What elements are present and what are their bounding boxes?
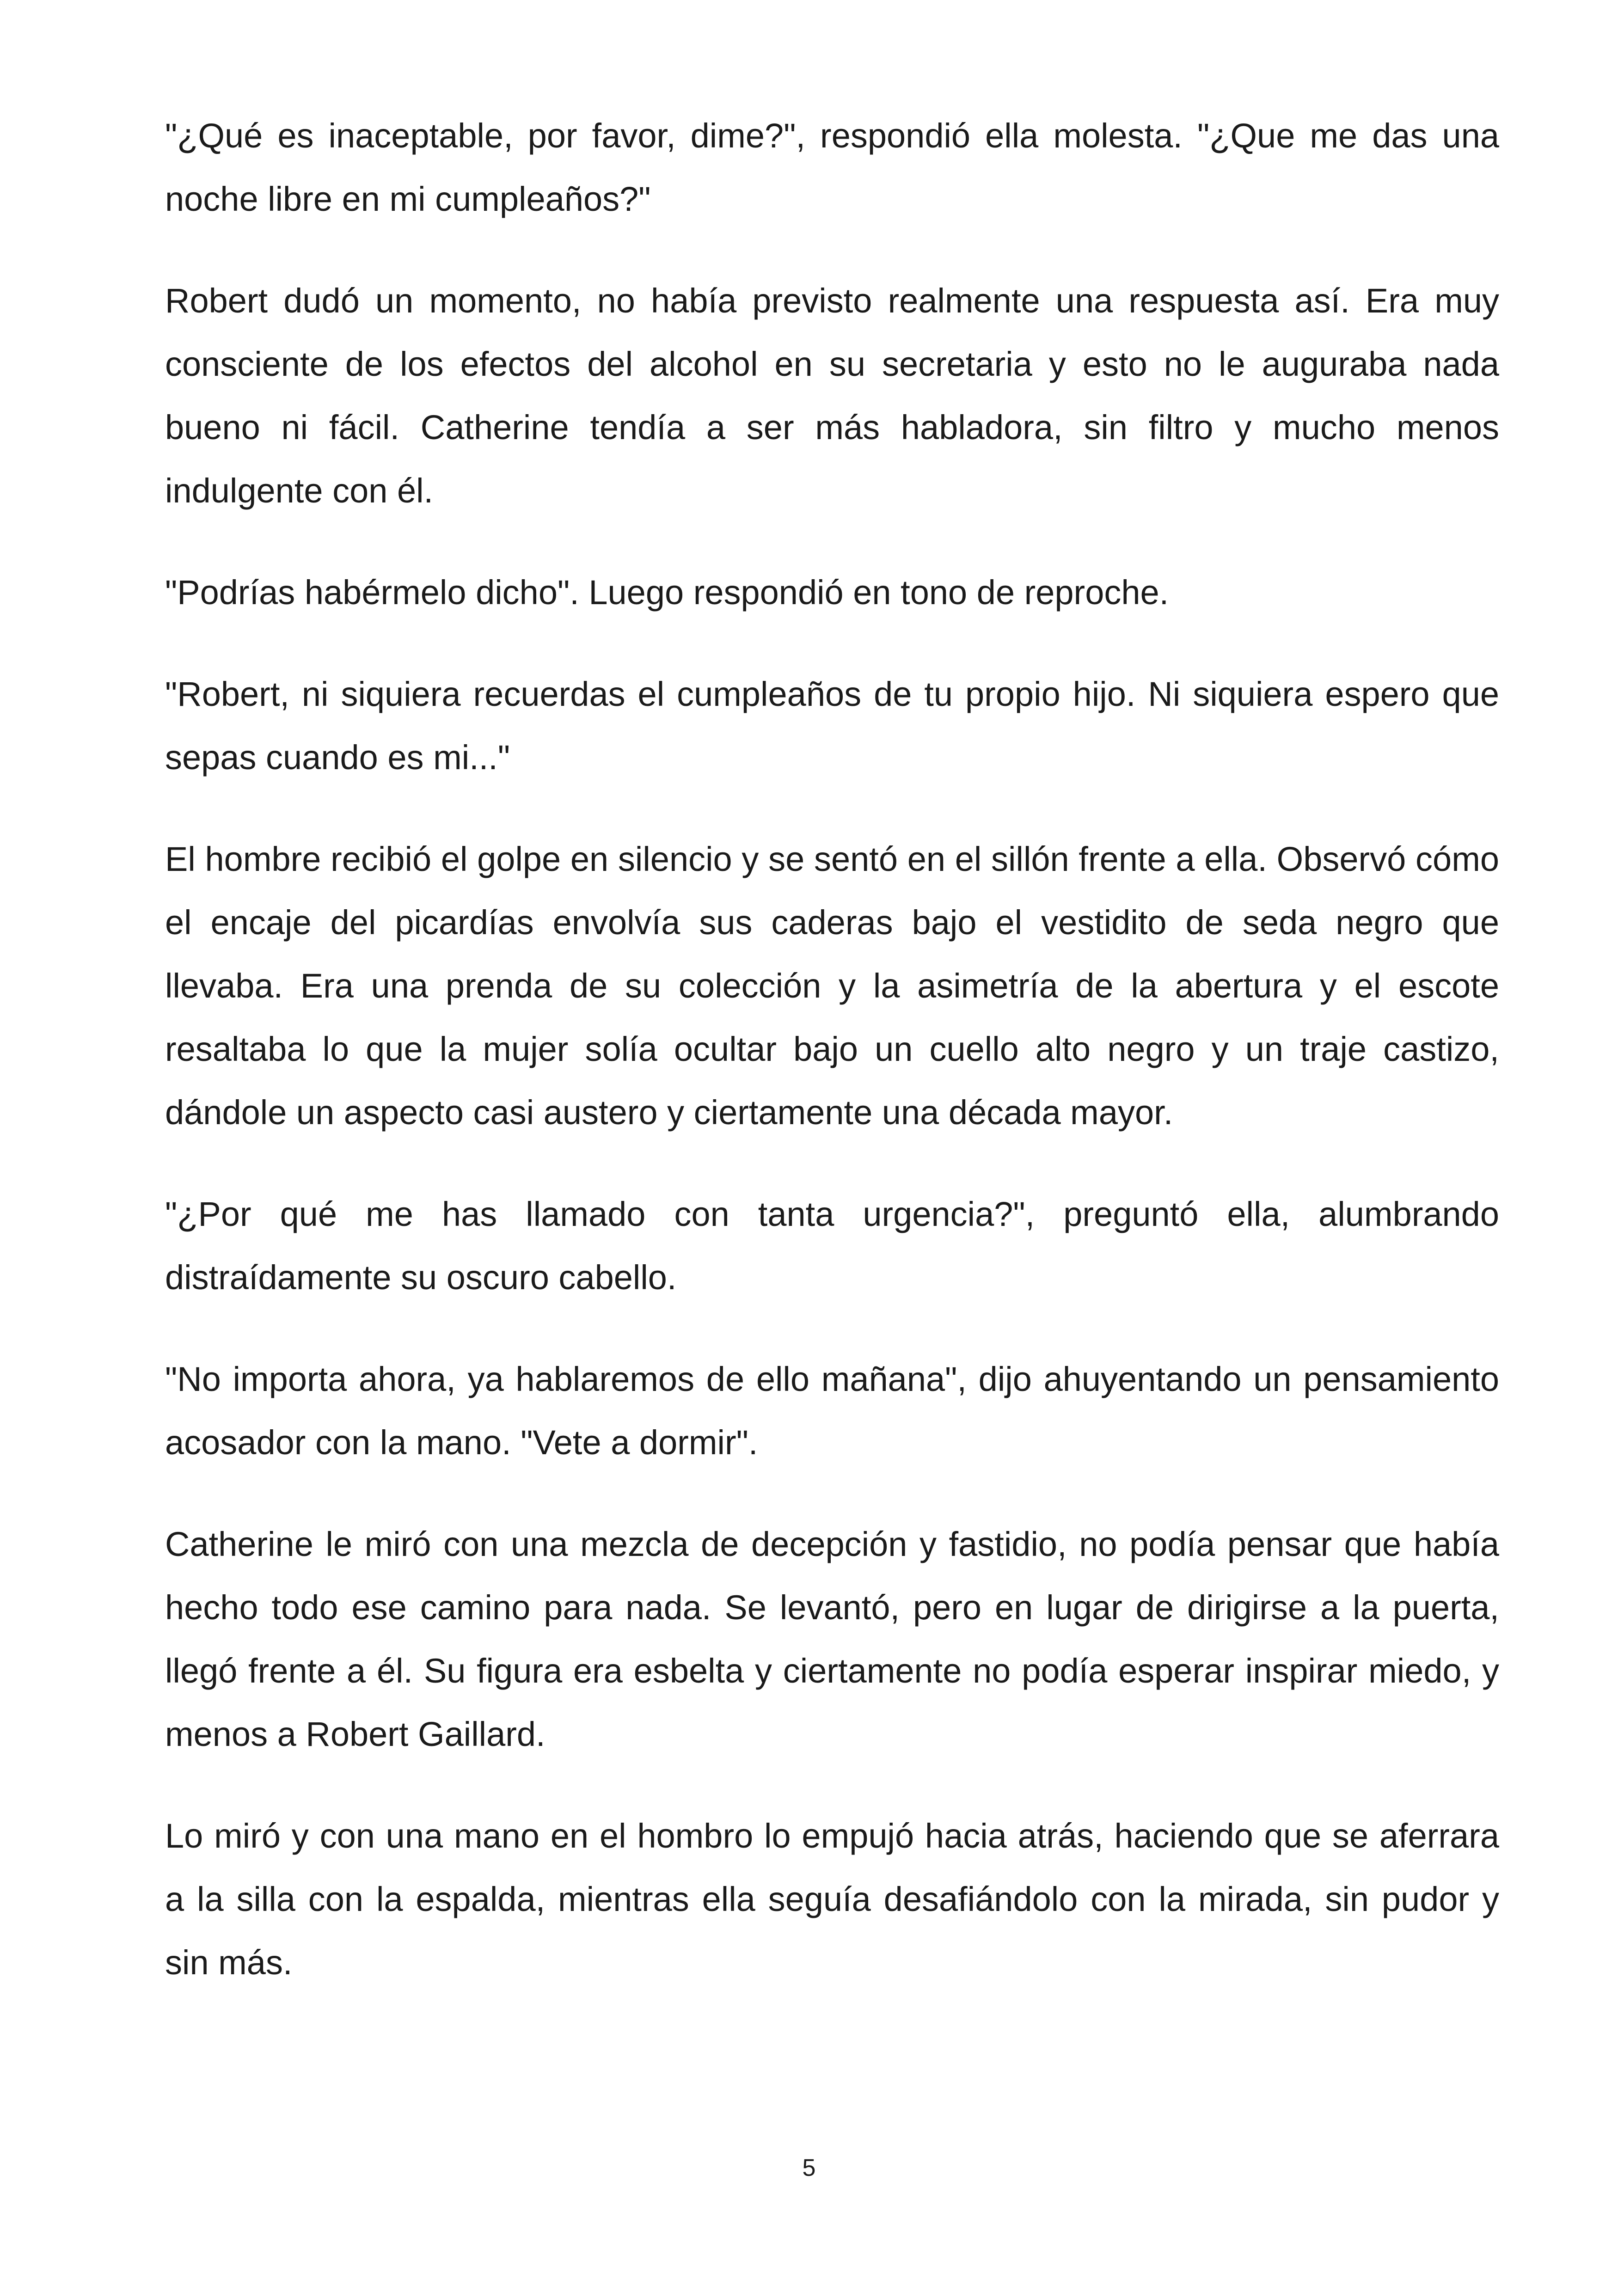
paragraph-9: Lo miró y con una mano en el hombro lo empujó hacia atrás, haciendo que se aferrara a la silla con la espalda, mientras ella seguía desafiándolo con la mirada, sin pudor y sin más. — [165, 1817, 1499, 1982]
paragraph-2: Robert dudó un momento, no había previsto realmente una respuesta así. Era muy consciente de los efectos del alcohol en su secretaria y esto no le auguraba nada bueno ni fácil. Catherine tendía a ser más habladora, sin filtro y mucho menos indulgente con él. — [165, 282, 1499, 510]
paragraph-6: "¿Por qué me has llamado con tanta urgencia?", preguntó ella, alumbrando distraídamente su oscuro cabello. — [165, 1195, 1499, 1297]
text-body — [165, 104, 1499, 2033]
paragraph-1: "¿Qué es inaceptable, por favor, dime?", respondió ella molesta. "¿Que me das una noche libre en mi cumpleaños?" — [165, 116, 1499, 218]
paragraph-3: "Podrías habérmelo dicho". Luego respondió en tono de reproche. — [165, 573, 1169, 612]
paragraph-8: Catherine le miró con una mezcla de decepción y fastidio, no podía pensar que había hecho todo ese camino para nada. Se levantó, pero en lugar de dirigirse a la puerta, llegó frente a él. Su figura era esbelta y ciertamente no podía esperar inspirar miedo, y menos a Robert Gaillard. — [165, 1525, 1499, 1753]
paragraph-7: "No importa ahora, ya hablaremos de ello mañana", dijo ahuyentando un pensamiento acosador con la mano. "Vete a dormir". — [165, 1360, 1499, 1462]
paragraph-4: "Robert, ni siquiera recuerdas el cumpleaños de tu propio hijo. Ni siquiera espero que sepas cuando es mi..." — [165, 675, 1499, 777]
page-number: 5 — [802, 2155, 816, 2181]
paragraph-5: El hombre recibió el golpe en silencio y se sentó en el sillón frente a ella. Observó cómo el encaje del picardías envolvía sus caderas bajo el vestidito de seda negro que llevaba. Era una prenda de su colección y la asimetría de la abertura y el escote resaltaba lo que la mujer solía ocultar bajo un cuello alto negro y un traje castizo, dándole un aspecto casi austero y ciertamente una década mayor. — [165, 840, 1499, 1132]
